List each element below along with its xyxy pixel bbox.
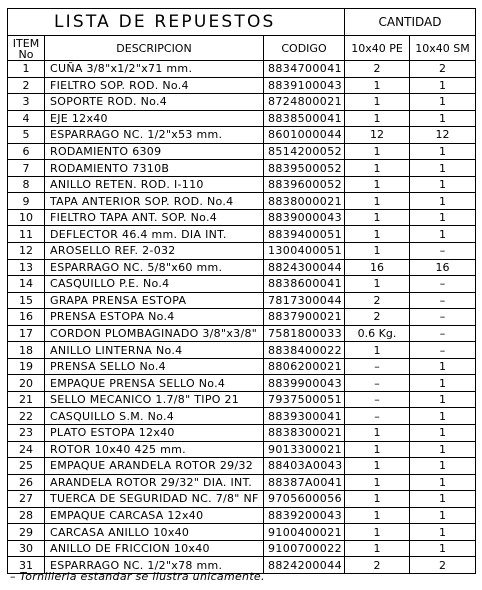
description-cell: ESPARRAGO NC. 5/8"x60 mm. <box>45 259 264 276</box>
item-cell: 25 <box>8 458 45 475</box>
description-cell: CORDON PLOMBAGINADO 3/8"x3/8" <box>45 325 264 342</box>
description-cell: ESPARRAGO NC. 1/2"x53 mm. <box>45 127 264 144</box>
title-row <box>8 9 476 36</box>
code-cell: 8838500041 <box>264 110 345 127</box>
table-row <box>8 342 476 359</box>
description-cell: PRENSA ESTOPA No.4 <box>45 309 264 326</box>
qty-sm-cell: 1 <box>410 540 476 557</box>
qty-sm-cell: 1 <box>410 143 476 160</box>
code-cell: 8839400051 <box>264 226 345 243</box>
code-cell: 8834700041 <box>264 61 345 78</box>
code-cell: 8601000044 <box>264 127 345 144</box>
description-cell: ANILLO DE FRICCION 10x40 <box>45 540 264 557</box>
code-cell: 9100700022 <box>264 540 345 557</box>
table-row <box>8 127 476 144</box>
qty-pe-cell: 1 <box>345 243 410 260</box>
qty-pe-cell: 1 <box>345 193 410 210</box>
description-cell: FIELTRO SOP. ROD. No.4 <box>45 77 264 94</box>
description-cell: ROTOR 10x40 425 mm. <box>45 441 264 458</box>
item-cell: 28 <box>8 507 45 524</box>
qty-pe-cell: 1 <box>345 458 410 475</box>
description-cell: CASQUILLO S.M. No.4 <box>45 408 264 425</box>
qty-sm-cell: 2 <box>410 557 476 574</box>
code-cell: 8724800021 <box>264 94 345 111</box>
item-header-line2: No <box>18 48 34 61</box>
description-cell: EMPAQUE PRENSA SELLO No.4 <box>45 375 264 392</box>
qty-sm-cell: 1 <box>410 375 476 392</box>
qty-pe-cell: – <box>345 358 410 375</box>
code-cell: 8838000021 <box>264 193 345 210</box>
item-cell: 7 <box>8 160 45 177</box>
code-cell: 8839900043 <box>264 375 345 392</box>
code-cell: 8839100043 <box>264 77 345 94</box>
qty-sm-cell: – <box>410 292 476 309</box>
qty-pe-cell: – <box>345 408 410 425</box>
table-row <box>8 209 476 226</box>
qty-pe-cell: – <box>345 375 410 392</box>
description-cell: RODAMIENTO 6309 <box>45 143 264 160</box>
description-cell: DEFLECTOR 46.4 mm. DIA INT. <box>45 226 264 243</box>
description-cell: ANILLO LINTERNA No.4 <box>45 342 264 359</box>
code-cell: 1300400051 <box>264 243 345 260</box>
qty-pe-cell: 2 <box>345 61 410 78</box>
item-header <box>8 36 45 61</box>
qty-pe-cell: 16 <box>345 259 410 276</box>
table-row <box>8 143 476 160</box>
item-cell: 9 <box>8 193 45 210</box>
table-row <box>8 193 476 210</box>
qty-pe-cell: 2 <box>345 557 410 574</box>
description-cell: EMPAQUE ARANDELA ROTOR 29/32 <box>45 458 264 475</box>
qty-pe-cell: 1 <box>345 441 410 458</box>
item-cell: 16 <box>8 309 45 326</box>
table-row <box>8 110 476 127</box>
item-cell: 12 <box>8 243 45 260</box>
qty-sm-cell: 1 <box>410 425 476 442</box>
item-cell: 4 <box>8 110 45 127</box>
qty-sm-cell: – <box>410 276 476 293</box>
item-cell: 23 <box>8 425 45 442</box>
qty-pe-cell: 12 <box>345 127 410 144</box>
item-cell: 8 <box>8 176 45 193</box>
code-cell: 8838400022 <box>264 342 345 359</box>
qty-pe-cell: 1 <box>345 524 410 541</box>
item-cell: 24 <box>8 441 45 458</box>
codigo-header: CODIGO <box>264 36 345 61</box>
table-title: LISTA DE REPUESTOS <box>8 9 345 36</box>
code-cell: 8837900021 <box>264 309 345 326</box>
item-cell: 20 <box>8 375 45 392</box>
qty-sm-cell: 16 <box>410 259 476 276</box>
qty-pe-cell: 1 <box>345 160 410 177</box>
pe-header: 10x40 PE <box>345 36 410 61</box>
description-cell: PRENSA SELLO No.4 <box>45 358 264 375</box>
code-cell: 88387A0041 <box>264 474 345 491</box>
description-cell: CASQUILLO P.E. No.4 <box>45 276 264 293</box>
code-cell: 8838300021 <box>264 425 345 442</box>
description-cell: ESPARRAGO NC. 1/2"x78 mm. <box>45 557 264 574</box>
qty-sm-cell: 1 <box>410 358 476 375</box>
qty-pe-cell: 1 <box>345 342 410 359</box>
code-cell: 8839600052 <box>264 176 345 193</box>
table-row <box>8 243 476 260</box>
description-cell: SOPORTE ROD. No.4 <box>45 94 264 111</box>
table-row <box>8 441 476 458</box>
description-cell: SELLO MECANICO 1.7/8" TIPO 21 <box>45 391 264 408</box>
item-cell: 15 <box>8 292 45 309</box>
qty-sm-cell: – <box>410 243 476 260</box>
qty-sm-cell: 1 <box>410 176 476 193</box>
item-cell: 5 <box>8 127 45 144</box>
description-cell: PLATO ESTOPA 12x40 <box>45 425 264 442</box>
qty-pe-cell: 0.6 Kg. <box>345 325 410 342</box>
description-cell: GRAPA PRENSA ESTOPA <box>45 292 264 309</box>
table-row <box>8 176 476 193</box>
qty-sm-cell: – <box>410 325 476 342</box>
qty-pe-cell: 2 <box>345 292 410 309</box>
table-row <box>8 160 476 177</box>
code-cell: 7937500051 <box>264 391 345 408</box>
qty-pe-cell: 1 <box>345 507 410 524</box>
table-row <box>8 458 476 475</box>
item-cell: 3 <box>8 94 45 111</box>
description-cell: TUERCA DE SEGURIDAD NC. 7/8" NF <box>45 491 264 508</box>
qty-sm-cell: 1 <box>410 160 476 177</box>
qty-sm-cell: 1 <box>410 408 476 425</box>
item-cell: 14 <box>8 276 45 293</box>
parts-table <box>7 8 476 574</box>
item-cell: 10 <box>8 209 45 226</box>
code-cell: 8839200043 <box>264 507 345 524</box>
description-cell: ANILLO RETEN. ROD. I-110 <box>45 176 264 193</box>
code-cell: 8839000043 <box>264 209 345 226</box>
qty-sm-cell: 1 <box>410 474 476 491</box>
code-cell: 88403A0043 <box>264 458 345 475</box>
qty-sm-cell: 1 <box>410 226 476 243</box>
qty-sm-cell: 1 <box>410 77 476 94</box>
table-row <box>8 94 476 111</box>
table-row <box>8 425 476 442</box>
descripcion-header: DESCRIPCION <box>45 36 264 61</box>
table-row <box>8 375 476 392</box>
qty-pe-cell: 1 <box>345 143 410 160</box>
code-cell: 9705600056 <box>264 491 345 508</box>
description-cell: EMPAQUE CARCASA 12x40 <box>45 507 264 524</box>
qty-pe-cell: 1 <box>345 94 410 111</box>
table-row <box>8 276 476 293</box>
item-cell: 17 <box>8 325 45 342</box>
code-cell: 8824300044 <box>264 259 345 276</box>
item-cell: 1 <box>8 61 45 78</box>
qty-pe-cell: 1 <box>345 77 410 94</box>
item-cell: 21 <box>8 391 45 408</box>
code-cell: 8839500052 <box>264 160 345 177</box>
qty-pe-cell: 1 <box>345 474 410 491</box>
qty-sm-cell: – <box>410 342 476 359</box>
code-cell: 7817300044 <box>264 292 345 309</box>
qty-sm-cell: 1 <box>410 524 476 541</box>
item-cell: 30 <box>8 540 45 557</box>
qty-pe-cell: 1 <box>345 276 410 293</box>
footnote: – Tornilleria estandar se ilustra unicamente. <box>10 570 265 583</box>
parts-rows <box>8 61 476 574</box>
item-cell: 26 <box>8 474 45 491</box>
code-cell: 8514200052 <box>264 143 345 160</box>
item-cell: 27 <box>8 491 45 508</box>
code-cell: 9100400021 <box>264 524 345 541</box>
code-cell: 9013300021 <box>264 441 345 458</box>
code-cell: 8806200021 <box>264 358 345 375</box>
qty-sm-cell: 1 <box>410 94 476 111</box>
description-cell: ARANDELA ROTOR 29/32" DIA. INT. <box>45 474 264 491</box>
qty-sm-cell: 1 <box>410 458 476 475</box>
table-row <box>8 474 476 491</box>
cantidad-header: CANTIDAD <box>345 9 476 36</box>
qty-pe-cell: – <box>345 391 410 408</box>
qty-sm-cell: 1 <box>410 507 476 524</box>
table-row <box>8 77 476 94</box>
item-cell: 22 <box>8 408 45 425</box>
item-cell: 13 <box>8 259 45 276</box>
qty-sm-cell: 1 <box>410 209 476 226</box>
item-header-line1: ITEM <box>12 37 40 50</box>
qty-pe-cell: 1 <box>345 176 410 193</box>
table-row <box>8 61 476 78</box>
description-cell: CARCASA ANILLO 10x40 <box>45 524 264 541</box>
qty-sm-cell: 1 <box>410 491 476 508</box>
description-cell: CUÑA 3/8"x1/2"x71 mm. <box>45 61 264 78</box>
table-row <box>8 325 476 342</box>
item-cell: 31 <box>8 557 45 574</box>
qty-pe-cell: 1 <box>345 110 410 127</box>
code-cell: 8838600041 <box>264 276 345 293</box>
column-header-row <box>8 36 476 61</box>
description-cell: TAPA ANTERIOR SOP. ROD. No.4 <box>45 193 264 210</box>
qty-sm-cell: 1 <box>410 391 476 408</box>
description-cell: EJE 12x40 <box>45 110 264 127</box>
code-cell: 8839300041 <box>264 408 345 425</box>
table-row <box>8 408 476 425</box>
qty-sm-cell: 1 <box>410 441 476 458</box>
sm-header: 10x40 SM <box>410 36 476 61</box>
table-row <box>8 524 476 541</box>
description-cell: RODAMIENTO 7310B <box>45 160 264 177</box>
description-cell: FIELTRO TAPA ANT. SOP. No.4 <box>45 209 264 226</box>
qty-sm-cell: 2 <box>410 61 476 78</box>
qty-sm-cell: 1 <box>410 110 476 127</box>
item-cell: 6 <box>8 143 45 160</box>
table-row <box>8 491 476 508</box>
table-row <box>8 540 476 557</box>
qty-pe-cell: 2 <box>345 309 410 326</box>
table-row <box>8 358 476 375</box>
qty-pe-cell: 1 <box>345 491 410 508</box>
qty-pe-cell: 1 <box>345 425 410 442</box>
qty-pe-cell: 1 <box>345 226 410 243</box>
code-cell: 8824200044 <box>264 557 345 574</box>
item-cell: 11 <box>8 226 45 243</box>
qty-sm-cell: 12 <box>410 127 476 144</box>
parts-list-sheet <box>7 8 475 574</box>
table-row <box>8 309 476 326</box>
item-cell: 2 <box>8 77 45 94</box>
item-cell: 29 <box>8 524 45 541</box>
table-row <box>8 507 476 524</box>
table-row <box>8 259 476 276</box>
table-row <box>8 391 476 408</box>
qty-pe-cell: 1 <box>345 209 410 226</box>
table-row <box>8 226 476 243</box>
code-cell: 7581800033 <box>264 325 345 342</box>
table-row <box>8 292 476 309</box>
item-cell: 19 <box>8 358 45 375</box>
qty-sm-cell: – <box>410 309 476 326</box>
description-cell: AROSELLO REF. 2-032 <box>45 243 264 260</box>
qty-pe-cell: 1 <box>345 540 410 557</box>
qty-sm-cell: 1 <box>410 193 476 210</box>
item-cell: 18 <box>8 342 45 359</box>
